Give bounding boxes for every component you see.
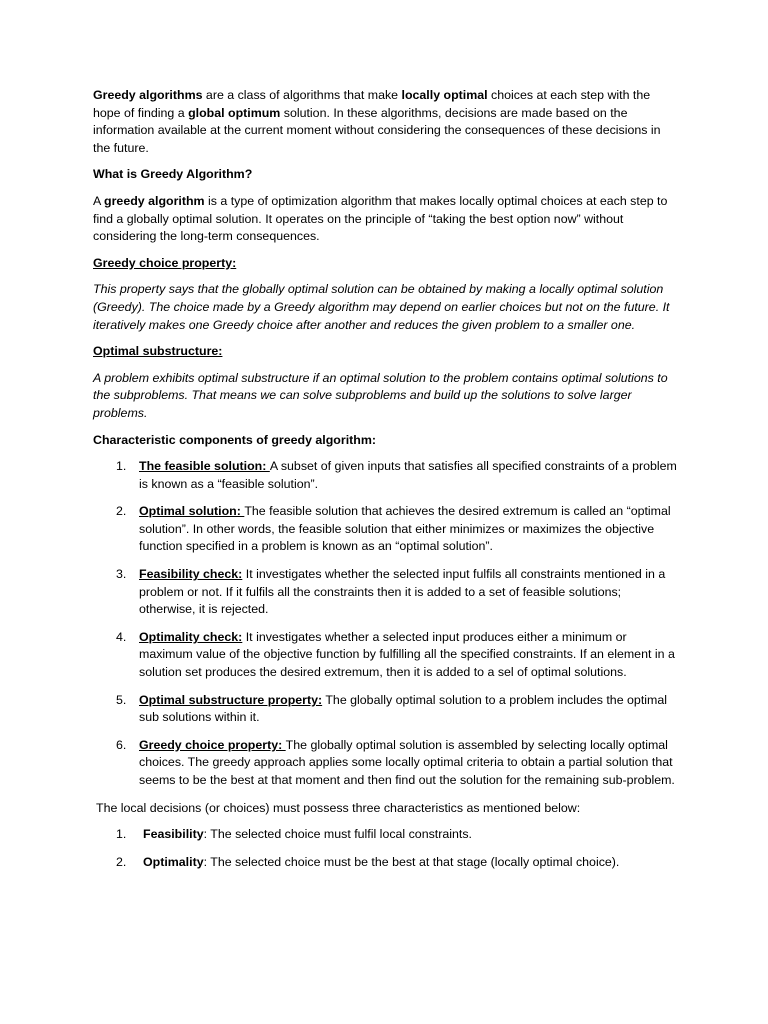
list-text: The feasible solution that achieves the desired extremum is called an “optimal solution”. In other words, the feasible solution that either minimizes or maximizes the objective function specified in a problem is known as an “optimal solution”. bbox=[139, 504, 671, 554]
list-text: : The selected choice must fulfil local constraints. bbox=[203, 827, 472, 842]
list-text: The globally optimal solution to a problem includes the optimal sub solutions within it. bbox=[139, 692, 667, 725]
list-term: Optimality bbox=[143, 854, 204, 869]
greedy-choice-paragraph: This property says that the globally optimal solution can be obtained by making a locally optimal solution (Greedy). The choice made by a Greedy algorithm may depend on earlier choices but not on the future. It iteratively makes one Greedy choice after another and reduces the given problem to a smaller one. bbox=[93, 282, 670, 332]
what-text: is a type of optimization algorithm that makes locally optimal choices at each step to find a globally optimal solution. It operates on the principle of “taking the best option now” without considering the long-term consequences. bbox=[93, 193, 668, 244]
intro-text: are a class of algorithms that make bbox=[202, 88, 402, 102]
intro-bold-term: global optimum bbox=[188, 105, 281, 120]
what-heading: What is Greedy Algorithm? bbox=[93, 167, 253, 182]
list-item bbox=[93, 458, 678, 493]
greedy-choice-heading: Greedy choice property: bbox=[93, 255, 237, 270]
list-item bbox=[93, 692, 678, 727]
optimal-substructure-paragraph: A problem exhibits optimal substructure if an optimal solution to the problem contains optimal solutions to the subproblems. That means we can solve subproblems and build up the solutions to solve larger problems. bbox=[93, 370, 668, 420]
list-term: The feasible solution: bbox=[139, 459, 270, 474]
intro-bold-term: locally optimal bbox=[401, 88, 488, 102]
what-text: A bbox=[93, 193, 105, 208]
list-item bbox=[93, 737, 678, 790]
list-text: A subset of given inputs that satisfies all specified constraints of a problem is known as a “feasible solution”. bbox=[139, 459, 677, 491]
list-item bbox=[93, 566, 678, 619]
list-text: The globally optimal solution is assembled by selecting locally optimal choices. The greedy approach applies some locally optimal criteria to obtain a partial solution that seems to be the best at that moment and then find out the solution for the remaining sub-problem. bbox=[139, 737, 675, 787]
list-term: Feasibility check: bbox=[139, 567, 243, 582]
document-body bbox=[93, 87, 678, 881]
what-bold-term: greedy algorithm bbox=[104, 193, 205, 208]
list-number: 1. bbox=[116, 459, 127, 474]
components-list bbox=[93, 458, 678, 790]
list-number: 3. bbox=[116, 567, 127, 582]
list-item bbox=[93, 629, 678, 682]
intro-text: solution. In these algorithms, decisions are made based on the information available at the current moment without considering the consequences of these decisions in the future. bbox=[93, 105, 661, 155]
list-text: It investigates whether a selected input produces either a minimum or maximum value of the objective function by fulfilling all the specified constraints. If an element in a solution set produces the desired extremum, then it is added to a sel of optimal solutions. bbox=[139, 629, 675, 680]
list-item bbox=[93, 854, 678, 872]
components-heading: Characteristic components of greedy algorithm: bbox=[93, 432, 376, 447]
list-number: 1. bbox=[116, 827, 127, 842]
list-term: Greedy choice property: bbox=[139, 737, 286, 752]
intro-text: choices at each step with the hope of finding a bbox=[93, 88, 651, 120]
list-item bbox=[93, 826, 678, 844]
list-number: 2. bbox=[116, 504, 127, 519]
list-number: 6. bbox=[116, 737, 127, 752]
intro-bold-term: Greedy algorithms bbox=[93, 88, 203, 102]
optimal-substructure-heading: Optimal substructure: bbox=[93, 344, 223, 359]
list-text: : The selected choice must be the best at that stage (locally optimal choice). bbox=[203, 854, 620, 869]
list-number: 5. bbox=[116, 692, 127, 707]
list-number: 2. bbox=[116, 854, 127, 869]
list-number: 4. bbox=[116, 629, 127, 644]
list-item bbox=[93, 503, 678, 556]
list-term: Feasibility bbox=[143, 827, 204, 842]
intro-paragraph bbox=[93, 87, 678, 157]
local-decisions-paragraph: The local decisions (or choices) must possess three characteristics as mentioned below: bbox=[96, 800, 581, 815]
characteristics-list bbox=[93, 826, 678, 871]
list-term: Optimal solution: bbox=[139, 504, 245, 519]
list-text: It investigates whether the selected input fulfils all constraints mentioned in a problem or not. If it fulfils all the constraints then it is added to a set of feasible solutions; otherwise, it is rejected. bbox=[139, 567, 666, 617]
list-term: Optimality check: bbox=[139, 629, 243, 644]
what-paragraph bbox=[93, 193, 678, 246]
list-term: Optimal substructure property: bbox=[139, 692, 323, 707]
